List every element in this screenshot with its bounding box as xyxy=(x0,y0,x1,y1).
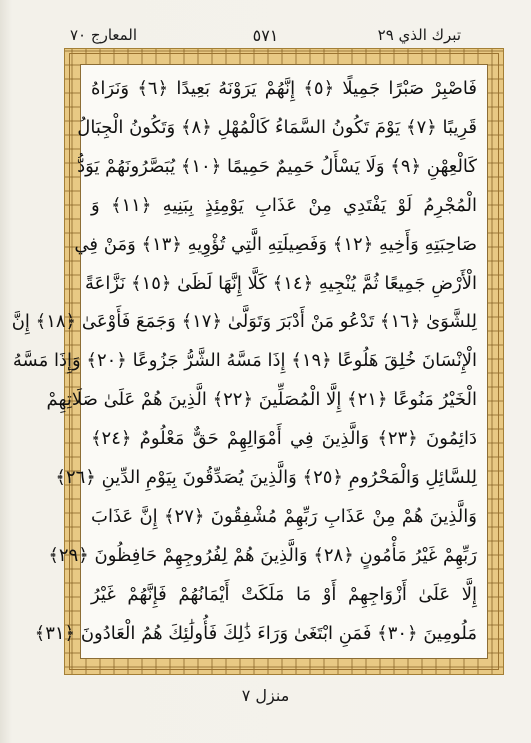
verse-line: كَالْعِهْنِ ﴿٩﴾ وَلَا يَسْأَلُ حَمِيمٌ حَمِيمًا ﴿١٠﴾ يُبَصَّرُونَهُمْ يَوَدُّ xyxy=(77,155,477,177)
verse-line: وَالَّذِينَ هُمْ مِنْ عَذَابِ رَبِّهِمْ مُشْفِقُونَ ﴿٢٧﴾ إِنَّ عَذَابَ xyxy=(91,505,477,527)
verse-line: الْأَرْضِ جَمِيعًا ثُمَّ يُنْجِيهِ ﴿١٤﴾ كَلَّا إِنَّهَا لَظَىٰ ﴿١٥﴾ نَزَّاعَةً xyxy=(84,272,477,294)
verse-line: فَاصْبِرْ صَبْرًا جَمِيلًا ﴿٥﴾ إِنَّهُمْ يَرَوْنَهُ بَعِيدًا ﴿٦﴾ وَنَرَاهُ xyxy=(91,78,477,99)
verse-line: لِلسَّائِلِ وَالْمَحْرُومِ ﴿٢٥﴾ وَالَّذِينَ يُصَدِّقُونَ بِيَوْمِ الدِّينِ ﴿٢٦﴾ xyxy=(55,467,477,489)
juz-label: تبرك الذي ٢٩ xyxy=(377,26,461,44)
text-panel xyxy=(11,64,488,659)
verse-line: الْمُجْرِمُ لَوْ يَفْتَدِي مِنْ عَذَابِ يَوْمِئِذٍ بِبَنِيهِ ﴿١١﴾ وَ xyxy=(91,194,477,216)
verse-line: رَبِّهِمْ غَيْرُ مَأْمُونٍ ﴿٢٨﴾ وَالَّذِينَ هُمْ لِفُرُوجِهِمْ حَافِظُونَ ﴿٢٩﴾ xyxy=(48,544,477,566)
verse-line: دَائِمُونَ ﴿٢٣﴾ وَالَّذِينَ فِي أَمْوَالِهِمْ حَقٌّ مَعْلُومٌ ﴿٢٤﴾ xyxy=(91,428,477,450)
verse-line: مَلُومِينَ ﴿٣٠﴾ فَمَنِ ابْتَغَىٰ وَرَاءَ ذَٰلِكَ فَأُولَٰئِكَ هُمُ الْعَادُونَ ﴿٣١﴾ xyxy=(34,622,477,644)
manzil-label: منزل ٧ xyxy=(241,686,290,705)
verse-line: إِلَّا عَلَىٰ أَزْوَاجِهِمْ أَوْ مَا مَلَكَتْ أَيْمَانُهُمْ فَإِنَّهُمْ غَيْرُ xyxy=(91,583,477,605)
verse-lines xyxy=(11,77,477,646)
verse-line: صَاحِبَتِهِ وَأَخِيهِ ﴿١٢﴾ وَفَصِيلَتِهِ الَّتِي تُؤْوِيهِ ﴿١٣﴾ وَمَنْ فِي xyxy=(74,233,477,255)
surah-label: المعارج ٧٠ xyxy=(70,26,138,44)
verse-line: الْإِنْسَانَ خُلِقَ هَلُوعًا ﴿١٩﴾ إِذَا مَسَّهُ الشَّرُّ جَزُوعًا ﴿٢٠﴾ وَإِذَا مَسَّهُ xyxy=(12,350,477,372)
page-number: ٥٧١ xyxy=(252,26,279,45)
verse-line: الْخَيْرُ مَنُوعًا ﴿٢١﴾ إِلَّا الْمُصَلِّينَ ﴿٢٢﴾ الَّذِينَ هُمْ عَلَىٰ صَلَاتِهِمْ xyxy=(46,389,477,411)
verse-line: قَرِيبًا ﴿٧﴾ يَوْمَ تَكُونُ السَّمَاءُ كَالْمُهْلِ ﴿٨﴾ وَتَكُونُ الْجِبَالُ xyxy=(77,116,477,138)
verse-line: لِلشَّوَىٰ ﴿١٦﴾ تَدْعُو مَنْ أَدْبَرَ وَتَوَلَّىٰ ﴿١٧﴾ وَجَمَعَ فَأَوْعَىٰ ﴿١٨﴾ إِنَّ xyxy=(11,311,477,333)
ornamental-border xyxy=(11,48,504,675)
